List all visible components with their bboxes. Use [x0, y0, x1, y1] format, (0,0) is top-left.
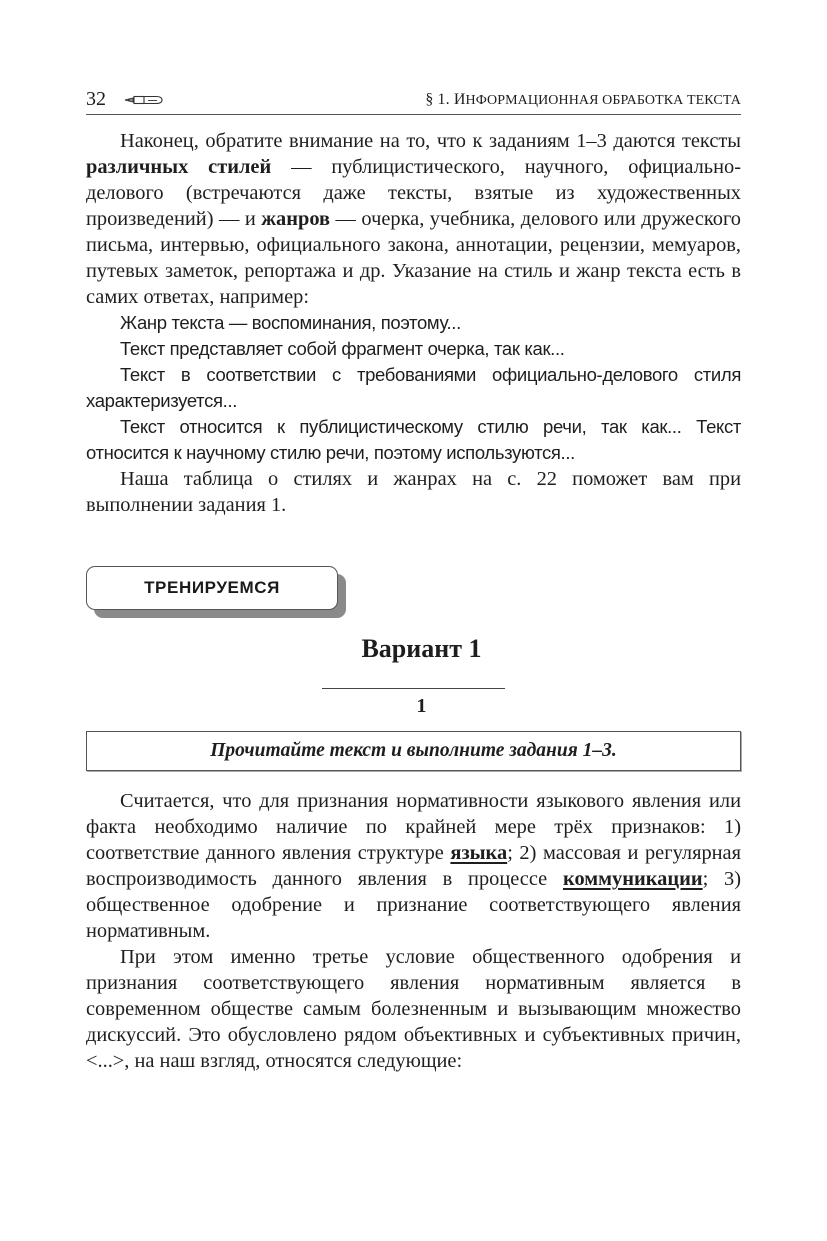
running-head: [86, 86, 741, 115]
text-run: Считается, что для признания нормативности языкового явления или факта необходимо наличие по крайней мере трёх признаков: 1) соответствие данного явления структуре: [86, 790, 741, 864]
instruction-box: [86, 731, 741, 771]
intro-section: [86, 128, 741, 518]
page-number: 32: [86, 88, 106, 110]
text-run: ; 2) массовая и регулярная воспроизводимость данного явления в процессе: [86, 842, 741, 890]
section-title-rest: НФОРМАЦИОННАЯ ОБРАБОТКА ТЕКСТА: [465, 93, 741, 108]
training-badge: [86, 566, 338, 610]
divider: [322, 688, 505, 689]
term-language: языка: [450, 842, 508, 864]
pen-icon: [124, 94, 164, 106]
badge-box: [86, 566, 338, 610]
term-genres: жанров: [261, 208, 331, 230]
intro-paragraph: Наша таблица о стилях и жанрах на с. 22 поможет вам при выполнении задания 1.: [86, 468, 741, 516]
text-run: — очерка, учебника, делового или дружеского письма, интервью, официального закона, аннотации, рецензии, мемуаров, путевых заметок, репортажа и др. Указание на стиль и жанр текста есть в самих ответах, например:: [86, 208, 741, 308]
text-run: Наконец, обратите внимание на то, что к заданиям 1–3 даются тексты: [120, 130, 741, 152]
term-communication: коммуникации: [562, 868, 703, 890]
training-label: ТРЕНИРУЕМСЯ: [144, 578, 280, 597]
section-title: [425, 89, 741, 112]
text-run: ; 3) общественное одобрение и признание соответствующего явления нормативным.: [86, 868, 742, 942]
example-line: Текст в соответствии с требованиями официально-делового стиля характеризуется...: [86, 364, 741, 411]
passage: [86, 788, 741, 1074]
intro-paragraph: [86, 128, 741, 310]
passage-paragraph: При этом именно третье условие общественного одобрения и признания соответствующего явления нормативным является в современном обществе самым болезненным и вызывающим множество дискуссий. Это обусловлено рядом объективных и субъективных причин, <...>, на наш взгляд, относятся следующие:: [86, 946, 741, 1072]
section-prefix: § 1. И: [425, 91, 466, 108]
task-number: 1: [416, 695, 427, 717]
instruction-text: Прочитайте текст и выполните задания 1–3.: [210, 740, 617, 761]
example-line: Текст представляет собой фрагмент очерка, так как...: [120, 338, 565, 359]
term-styles: различных стилей: [86, 156, 272, 178]
example-line: Жанр текста — воспоминания, поэтому...: [120, 312, 461, 333]
example-line: Текст относится к публицистическому стилю речи, так как... Текст относится к научному стилю речи, поэтому используются...: [86, 416, 741, 463]
text-run: — публицистического, научного, официально-делового (встречаются даже тексты, взятые из художественных произведений) — и: [86, 156, 741, 230]
variant-title: Вариант 1: [361, 634, 482, 663]
passage-paragraph: [86, 788, 741, 944]
